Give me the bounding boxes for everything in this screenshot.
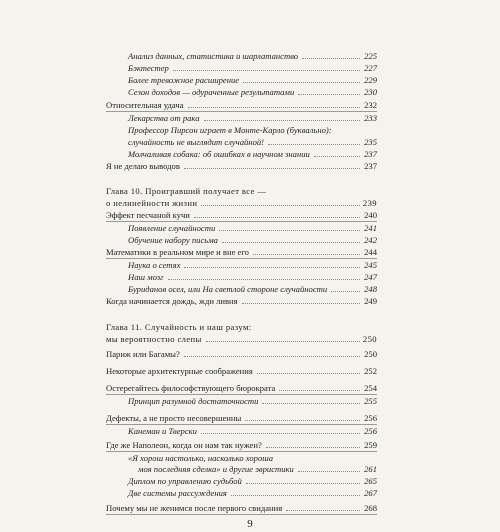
chapter-heading: мы вероятностно слепы 250 bbox=[106, 334, 377, 344]
toc-entry: Где же Наполеон, когда он нам так нужен? 259 bbox=[106, 440, 377, 450]
toc-entry: Я не делаю выводов 237 bbox=[106, 161, 377, 171]
toc-entry-line: «Я хорош настолько, насколько хороша bbox=[128, 453, 274, 463]
toc-entry: Диплом по управлению судьбой 265 bbox=[128, 476, 377, 486]
toc-entry: Обучение набору письма 242 bbox=[128, 235, 377, 245]
toc-entry: Наш мозг 247 bbox=[128, 272, 377, 282]
toc-entry: Бэктестер 227 bbox=[128, 63, 377, 73]
toc-divider bbox=[106, 394, 377, 395]
toc-entry: Относительная удача 232 bbox=[106, 100, 377, 110]
toc-entry: Две системы рассуждения 267 bbox=[128, 488, 377, 498]
page-number: 9 bbox=[247, 518, 253, 530]
toc-entry: моя последняя сделка» и другие эвристики 261 bbox=[138, 464, 377, 474]
chapter-heading: Глава 10. Проигравший получает все — bbox=[106, 186, 267, 196]
toc-divider bbox=[106, 111, 377, 112]
toc-divider bbox=[106, 451, 377, 452]
toc-entry: Более тревожное расширение 229 bbox=[128, 75, 377, 85]
toc-entry: Лекарства от рака 233 bbox=[128, 113, 377, 123]
toc-divider bbox=[106, 221, 377, 222]
toc-entry: Математики в реальном мире и вне его 244 bbox=[106, 247, 377, 257]
toc-entry: Появление случайности 241 bbox=[128, 223, 377, 233]
toc-entry: Некоторые архитектурные соображения 252 bbox=[106, 366, 377, 376]
toc-divider bbox=[106, 258, 377, 259]
toc-entry: Канеман и Тверски 256 bbox=[128, 426, 377, 436]
toc-entry: Буриданов осел, или На светлой стороне случайности 248 bbox=[128, 284, 377, 294]
toc-entry: Наука о сетях 245 bbox=[128, 260, 377, 270]
toc-entry-line: Профессор Пирсон играет в Монте-Карло (буквально): bbox=[128, 125, 332, 135]
toc-divider bbox=[106, 514, 377, 515]
toc-entry: Анализ данных, статистика и шарлатанство 225 bbox=[128, 51, 377, 61]
toc-entry: Эффект песчаной кучи 240 bbox=[106, 210, 377, 220]
toc-entry: Сезон доходов — одураченные результатами 230 bbox=[128, 87, 377, 97]
toc-entry: Париж или Багамы? 250 bbox=[106, 349, 377, 359]
toc-entry: Молчаливая собака: об ошибках в научном знании 237 bbox=[128, 149, 377, 159]
chapter-heading: Глава 11. Случайность и наш разум: bbox=[106, 322, 252, 332]
toc-entry: Почему мы не женимся после первого свидания 268 bbox=[106, 503, 377, 513]
chapter-heading: о нелинейности жизни 239 bbox=[106, 198, 377, 208]
toc-divider bbox=[106, 424, 377, 425]
toc-entry: Когда начинается дождь, жди ливня 249 bbox=[106, 296, 377, 306]
toc-entry: Дефекты, а не просто несовершенны 256 bbox=[106, 413, 377, 423]
toc-entry: Остерегайтесь философствующего бюрократа 254 bbox=[106, 383, 377, 393]
toc-entry: случайность не выглядит случайной! 235 bbox=[128, 137, 377, 147]
toc-entry: Принцип разумной достаточности 255 bbox=[128, 396, 377, 406]
